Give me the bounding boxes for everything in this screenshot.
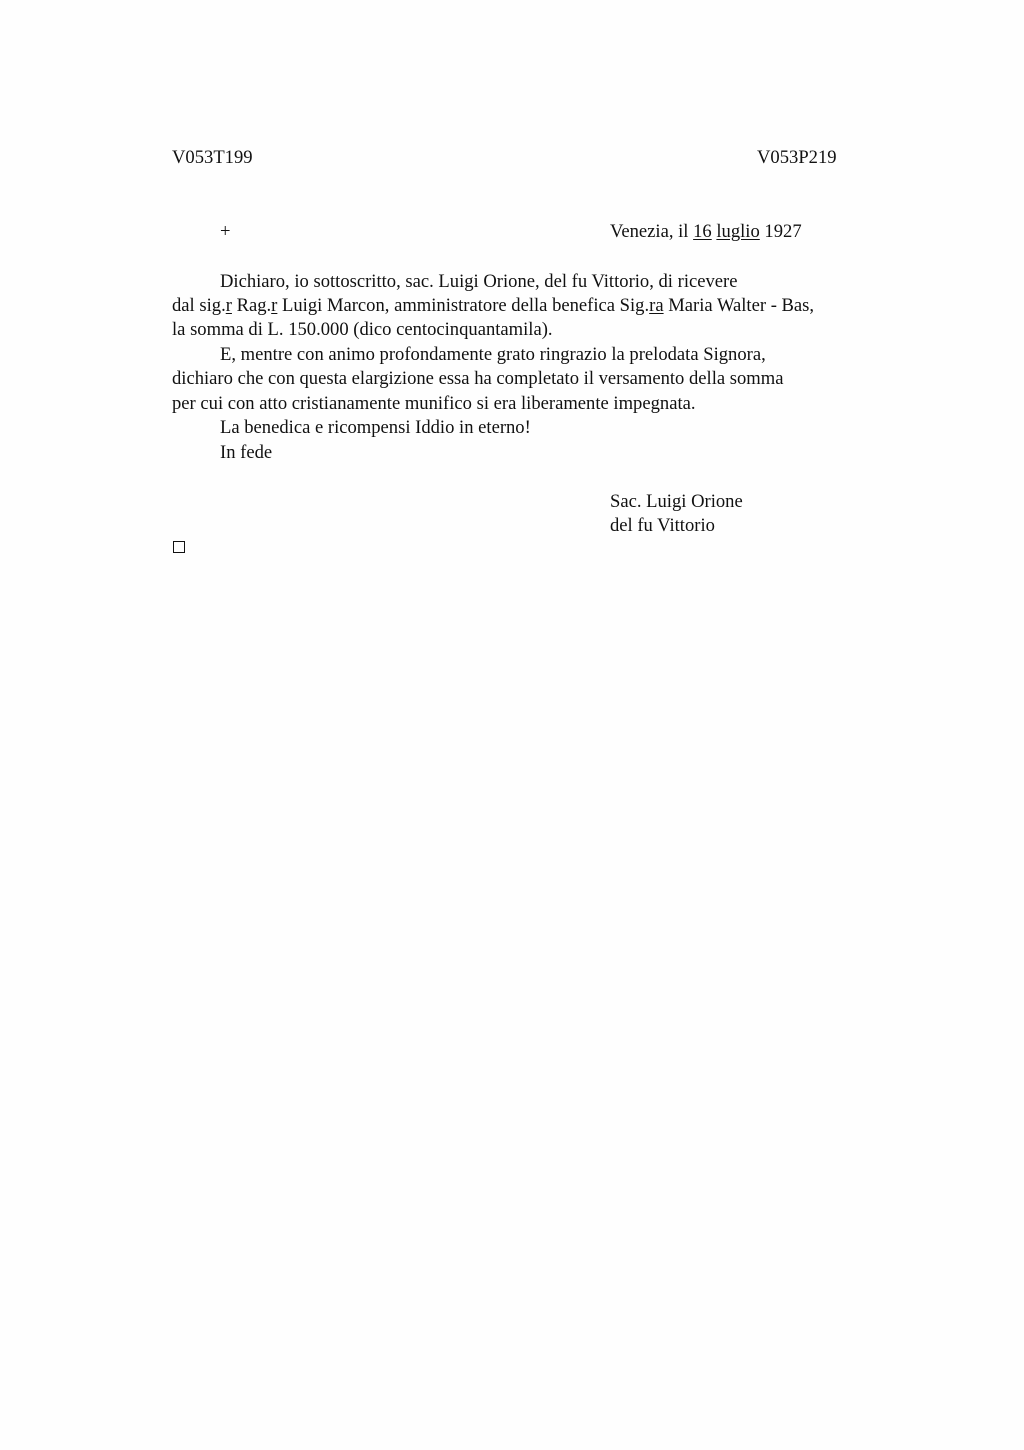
body-line-7: La benedica e ricompensi Iddio in eterno! [220,417,531,438]
body-line-3: la somma di L. 150.000 (dico centocinquantamila). [172,319,553,340]
date-day: 16 [693,221,712,242]
date-prefix: Venezia, il [610,221,694,242]
body-line-4: E, mentre con animo profondamente grato ringrazio la prelodata Signora, [220,344,766,365]
date-month: luglio [716,221,760,242]
body-line-1: Dichiaro, io sottoscritto, sac. Luigi Orione, del fu Vittorio, di ricevere [220,271,738,292]
document-code-right: V053P219 [757,147,837,168]
end-marker-square-icon [173,541,185,553]
cross-mark: + [220,221,231,242]
signature-name: Sac. Luigi Orione [610,491,743,512]
date-year: 1927 [764,221,802,242]
body-line-8: In fede [220,442,273,463]
body-line-5: dichiaro che con questa elargizione essa ha completato il versamento della somma [172,368,784,389]
body-line-6: per cui con atto cristianamente munifico si era liberamente impegnata. [172,393,696,414]
signature-father: del fu Vittorio [610,515,715,536]
body-line-2: dal sig.r Rag.r Luigi Marcon, amministratore della benefica Sig.ra Maria Walter - Bas, [172,295,815,316]
date-line [610,220,802,245]
document-code-left: V053T199 [172,147,253,168]
